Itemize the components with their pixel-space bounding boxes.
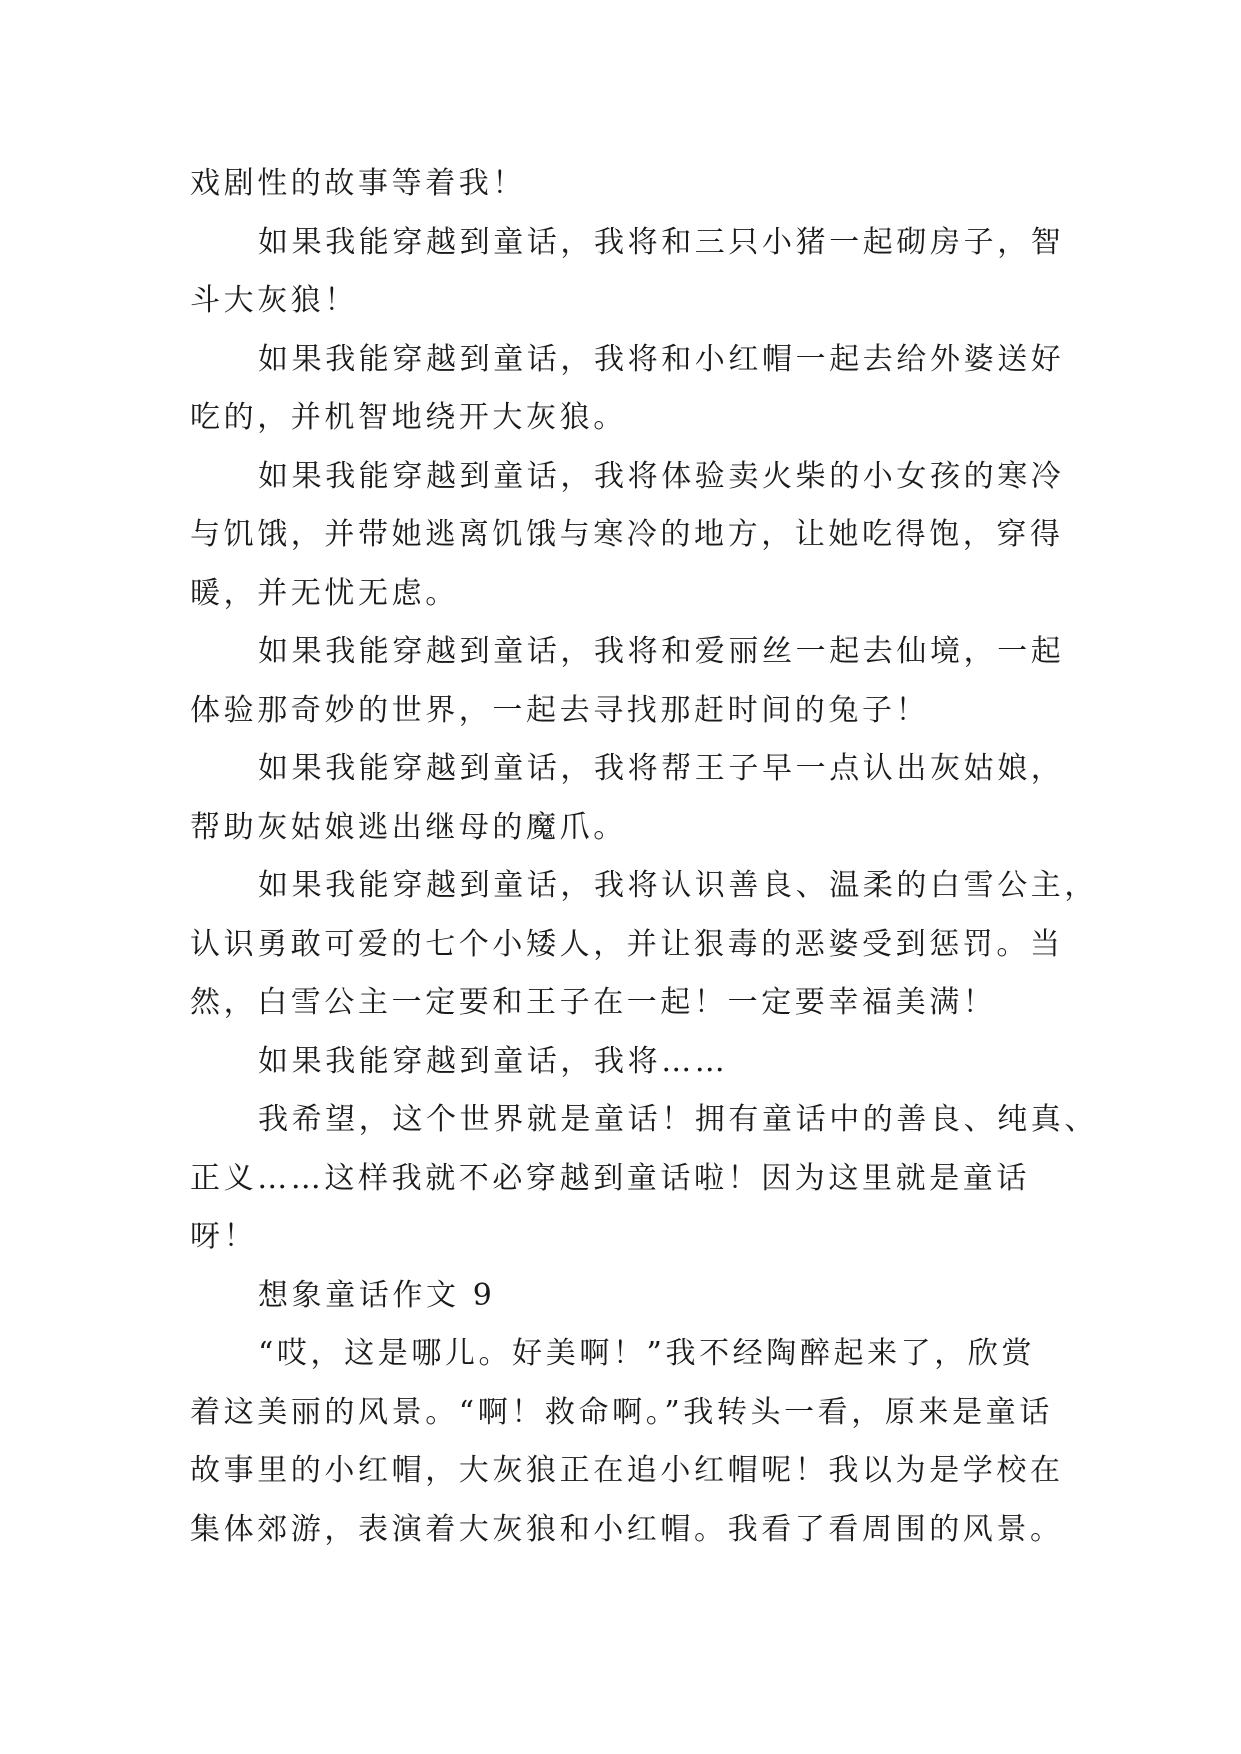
text-line: 如果我能穿越到童话，我将…… <box>258 1043 729 1079</box>
text-line: 吃的，并机智地绕开大灰狼。 <box>190 400 627 435</box>
text-line: 帮助灰姑娘逃出继母的魔爪。 <box>190 809 627 845</box>
text-line: 戏剧性的故事等着我！ <box>190 166 526 201</box>
text-line: 着这美丽的风景。“啊！救命啊。”我转头一看，原来是童话 <box>190 1394 1053 1430</box>
text-line: 斗大灰狼！ <box>190 283 358 318</box>
text-line: 如果我能穿越到童话，我将和爱丽丝一起去仙境，一起 <box>258 634 1065 669</box>
text-line: 如果我能穿越到童话，我将体验卖火柴的小女孩的寒冷 <box>258 458 1065 494</box>
text-line: 如果我能穿越到童话，我将和三只小猪一起砌房子，智 <box>258 224 1065 260</box>
text-line: 然，白雪公主一定要和王子在一起！一定要幸福美满！ <box>190 985 997 1020</box>
text-line: 呀！ <box>190 1219 258 1254</box>
text-line: 暖，并无忧无虑。 <box>190 575 459 611</box>
text-line: 认识勇敢可爱的七个小矮人，并让狠毒的恶婆受到惩罚。当 <box>190 926 1064 962</box>
text-line: 如果我能穿越到童话，我将认识善良、温柔的白雪公主， <box>258 868 1098 903</box>
text-line: 集体郊游，表演着大灰狼和小红帽。我看了看周围的风景。 <box>190 1511 1064 1547</box>
text-line: 想象童话作文 9 <box>258 1277 496 1313</box>
document-body <box>190 155 1098 1559</box>
text-line: 我希望，这个世界就是童话！拥有童话中的善良、纯真、 <box>258 1102 1098 1137</box>
text-line: “哎，这是哪儿。好美啊！”我不经陶醉起来了，欣赏 <box>258 1336 1036 1371</box>
text-line: 如果我能穿越到童话，我将和小红帽一起去给外婆送好 <box>258 341 1065 377</box>
text-line: 如果我能穿越到童话，我将帮王子早一点认出灰姑娘， <box>258 751 1065 786</box>
text-line: 故事里的小红帽，大灰狼正在追小红帽呢！我以为是学校在 <box>190 1453 1064 1488</box>
text-line: 体验那奇妙的世界，一起去寻找那赶时间的兔子！ <box>190 692 930 728</box>
text-line: 正义……这样我就不必穿越到童话啦！因为这里就是童话 <box>190 1160 1030 1196</box>
text-line: 与饥饿，并带她逃离饥饿与寒冷的地方，让她吃得饱，穿得 <box>190 517 1064 552</box>
